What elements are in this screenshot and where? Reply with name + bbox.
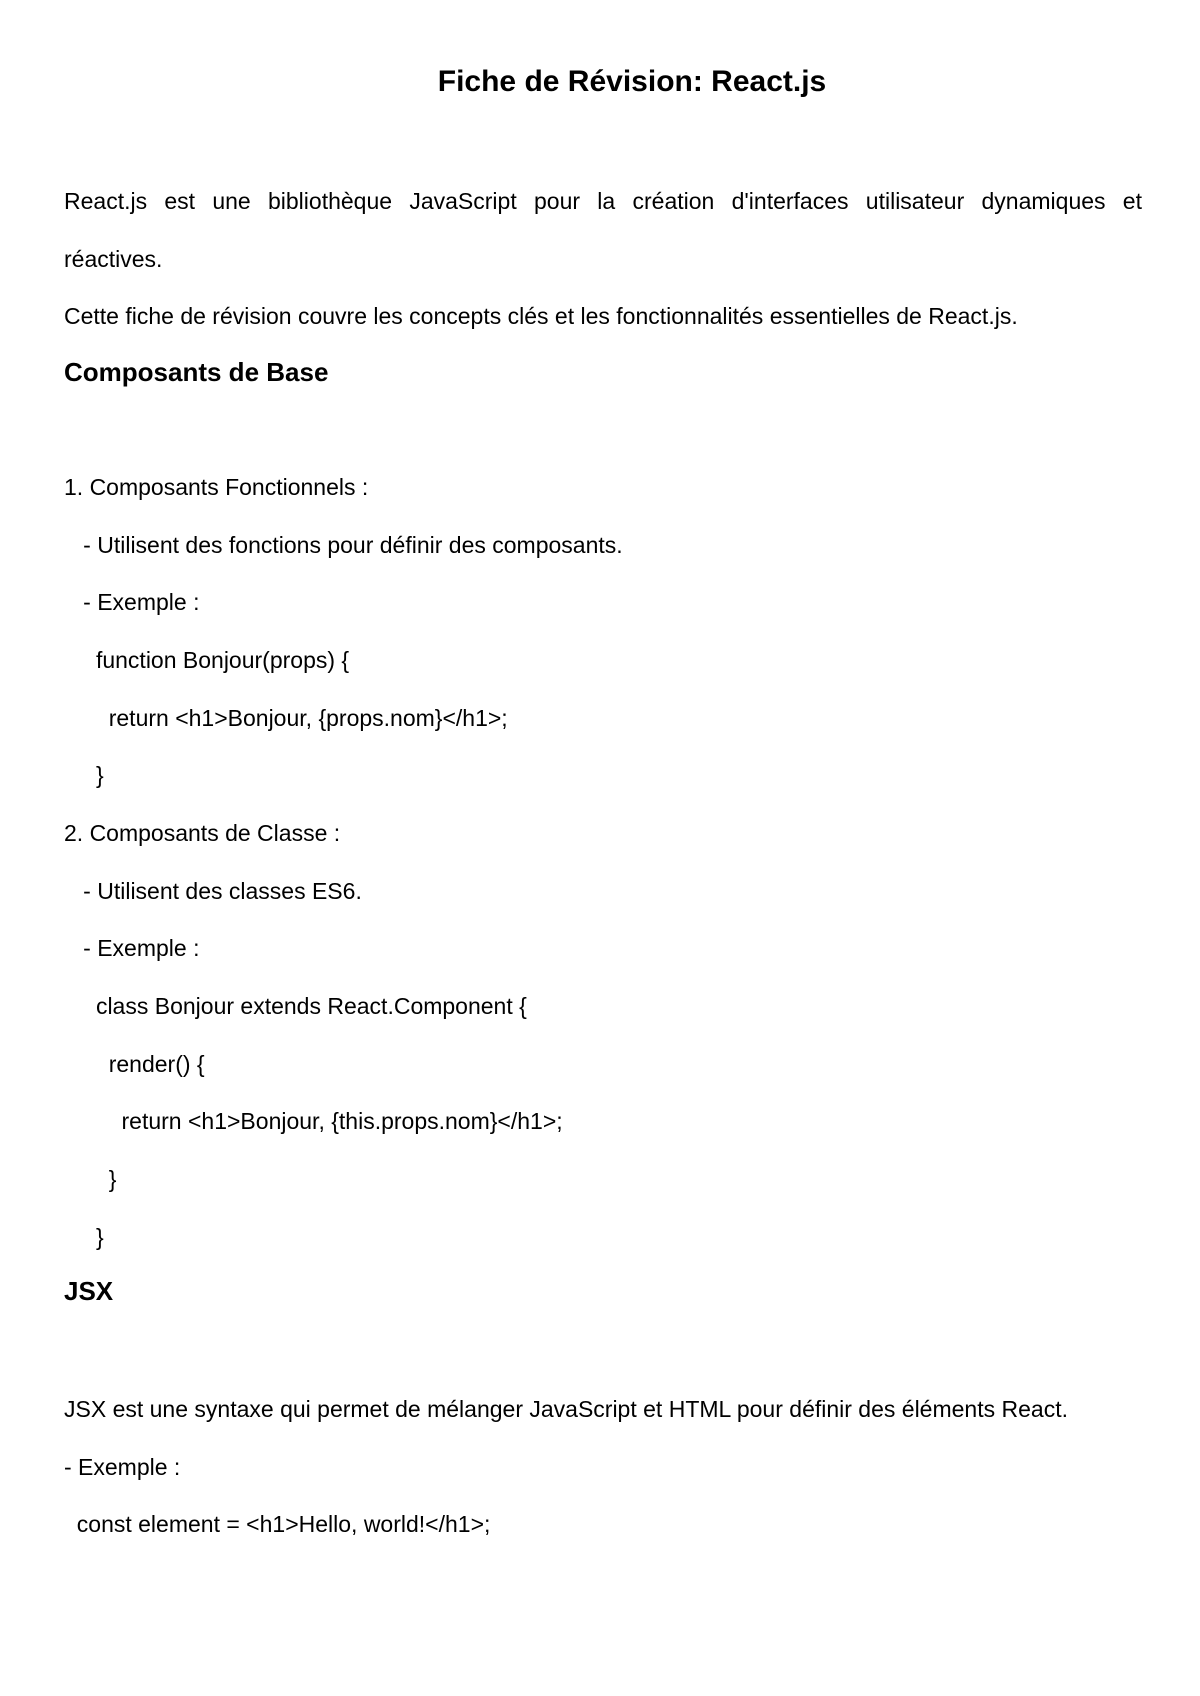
section-line: JSX est une syntaxe qui permet de mélanger JavaScript et HTML pour définir des éléments React. [64,1396,1068,1422]
section-line: 2. Composants de Classe : [64,820,341,846]
section-line: - Exemple : [64,589,200,615]
section-line: - Exemple : [64,935,200,961]
section-line: 1. Composants Fonctionnels : [64,474,369,500]
section-line: - Utilisent des fonctions pour définir des composants. [64,532,623,558]
section-line: - Exemple : [64,1454,181,1480]
section-heading-jsx: JSX [64,1276,114,1306]
code-line: } [64,762,104,788]
intro-line-1: React.js est une bibliothèque JavaScript pour la création d'interfaces utilisateur dynamiques et [64,188,1142,214]
intro-line-3: Cette fiche de révision couvre les concepts clés et les fonctionnalités essentielles de React.js. [64,303,1018,329]
code-line: class Bonjour extends React.Component { [64,993,527,1019]
code-line: const element = <h1>Hello, world!</h1>; [64,1511,491,1537]
page-title: Fiche de Révision: React.js [437,65,827,98]
code-line: function Bonjour(props) { [64,647,350,673]
code-line: render() { [64,1051,205,1077]
code-line: } [64,1224,104,1250]
section-heading-composants: Composants de Base [64,357,329,387]
code-line: return <h1>Bonjour, {props.nom}</h1>; [64,705,508,731]
section-line: - Utilisent des classes ES6. [64,878,362,904]
intro-line-2: réactives. [64,246,163,272]
code-line: return <h1>Bonjour, {this.props.nom}</h1>; [64,1108,563,1134]
code-line: } [64,1166,117,1192]
